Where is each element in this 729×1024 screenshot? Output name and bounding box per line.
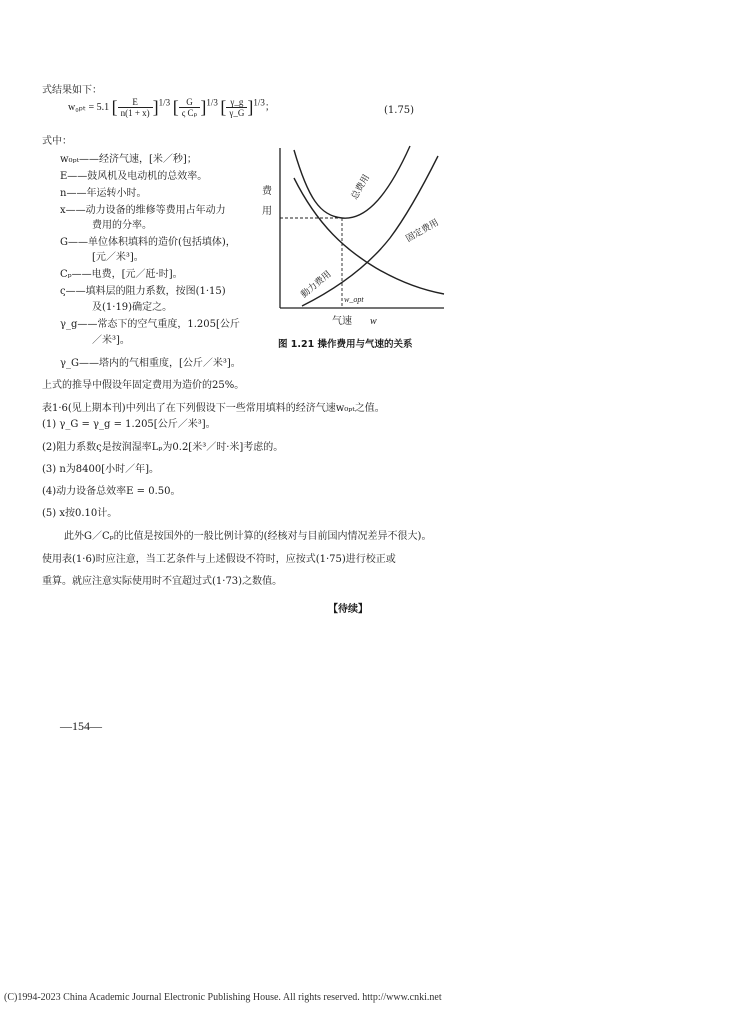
curve-label-power: 動力费用 (299, 269, 334, 301)
x-axis-label: 气速 (332, 316, 352, 327)
definition-line: γ_g——常态下的空气重度，1.205[公斤 (60, 319, 240, 330)
definition-line: 及(1·19)确定之。 (92, 302, 173, 313)
x-axis-unit: w (370, 316, 377, 327)
definition-line: x——动力设备的维修等费用占年动力 (60, 205, 226, 216)
w-opt-marker: w_opt (344, 295, 364, 304)
formula-fraction-3: $\frac{\gamma\_g}{\gamma\_G}$ (226, 97, 247, 118)
page-number: —154— (60, 719, 102, 733)
figure-1-21 (258, 138, 454, 338)
definition-line: [元／米³]。 (92, 252, 144, 263)
assumption-item: (4)动力设备总效率E = 0.50。 (42, 486, 181, 497)
paragraph: 表1·6(见上期本刊)中列出了在下列假设下一些常用填料的经济气速w₀ₚₜ之值。 (42, 403, 385, 414)
formula-fraction-2: $\frac{G}{\text{ς Cₚ}}$ (179, 97, 201, 118)
figure-caption: 图 1.21 操作费用与气速的关系 (278, 339, 413, 350)
assumption-item: (2)阻力系数ς是按润湿率Lₚ为0.2[米³／时·米]考虑的。 (42, 442, 284, 453)
copyright-footer: (C)1994-2023 China Academic Journal Electronic Publishing House. All rights reserved. http://www.cnki.net (4, 992, 442, 1003)
definition-line: E——鼓风机及电动机的总效率。 (60, 171, 208, 182)
curve-label-total: 总费用 (349, 173, 373, 202)
assumption-item: (5) x按0.10计。 (42, 508, 118, 519)
definition-line: γ_G——塔内的气相重度，[公斤／米³]。 (60, 358, 241, 369)
closing-line: 重算。就应注意实际使用时不宜超过式(1·73)之数值。 (42, 576, 283, 587)
intro-text: 式结果如下： (42, 85, 102, 96)
formula-fraction-1: $\frac{E}{n(1 + x)}$ (118, 97, 153, 118)
equation-number: (1.75) (384, 105, 415, 116)
equation-1-75: w₀ₚₜ = 5.1 [ $\frac{E}{n(1 + x)}$ ]$^{1/3}$ [ $\frac{G}{\text{ς Cₚ}}$ ]$^{1/3}$ [ $\frac{\gamma\_g}{\gamma\_G}$ ]$^{1/3}$； (68, 97, 275, 118)
definition-line: Cₚ——电费，[元／瓩·时]。 (60, 269, 183, 280)
definition-line: G——单位体积填料的造价(包括填体)， (60, 237, 236, 248)
assumption-item: (3) n为8400[小时／年]。 (42, 464, 160, 475)
where-label: 式中： (42, 136, 72, 147)
closing-line: 此外G／Cₚ的比值是按国外的一般比例计算的(经核对与目前国内情况差异不很大)。 (64, 531, 432, 542)
definition-line: n——年运转小时。 (60, 188, 147, 199)
definition-line: 费用的分率。 (92, 220, 152, 231)
definition-line: ／米³]。 (92, 335, 130, 346)
closing-line: 使用表(1·6)时应注意，当工艺条件与上述假设不符时，应按式(1·75)进行校正或 (42, 554, 396, 565)
paragraph: 上式的推导中假设年固定费用为造价的25%。 (42, 380, 245, 391)
assumption-item: (1) γ_G = γ_g = 1.205[公斤／米³]。 (42, 419, 216, 430)
to-be-continued: 【待续】 (328, 604, 368, 615)
y-axis-label: 费用 (262, 186, 272, 217)
definition-line: ς——填料层的阻力系数，按图(1·15) (60, 286, 226, 297)
curve-label-fixed: 固定费用 (404, 217, 441, 245)
formula-lhs: w₀ₚₜ = 5.1 (68, 101, 110, 113)
definition-line: w₀ₚₜ——经济气速，[米／秒]； (60, 154, 197, 165)
